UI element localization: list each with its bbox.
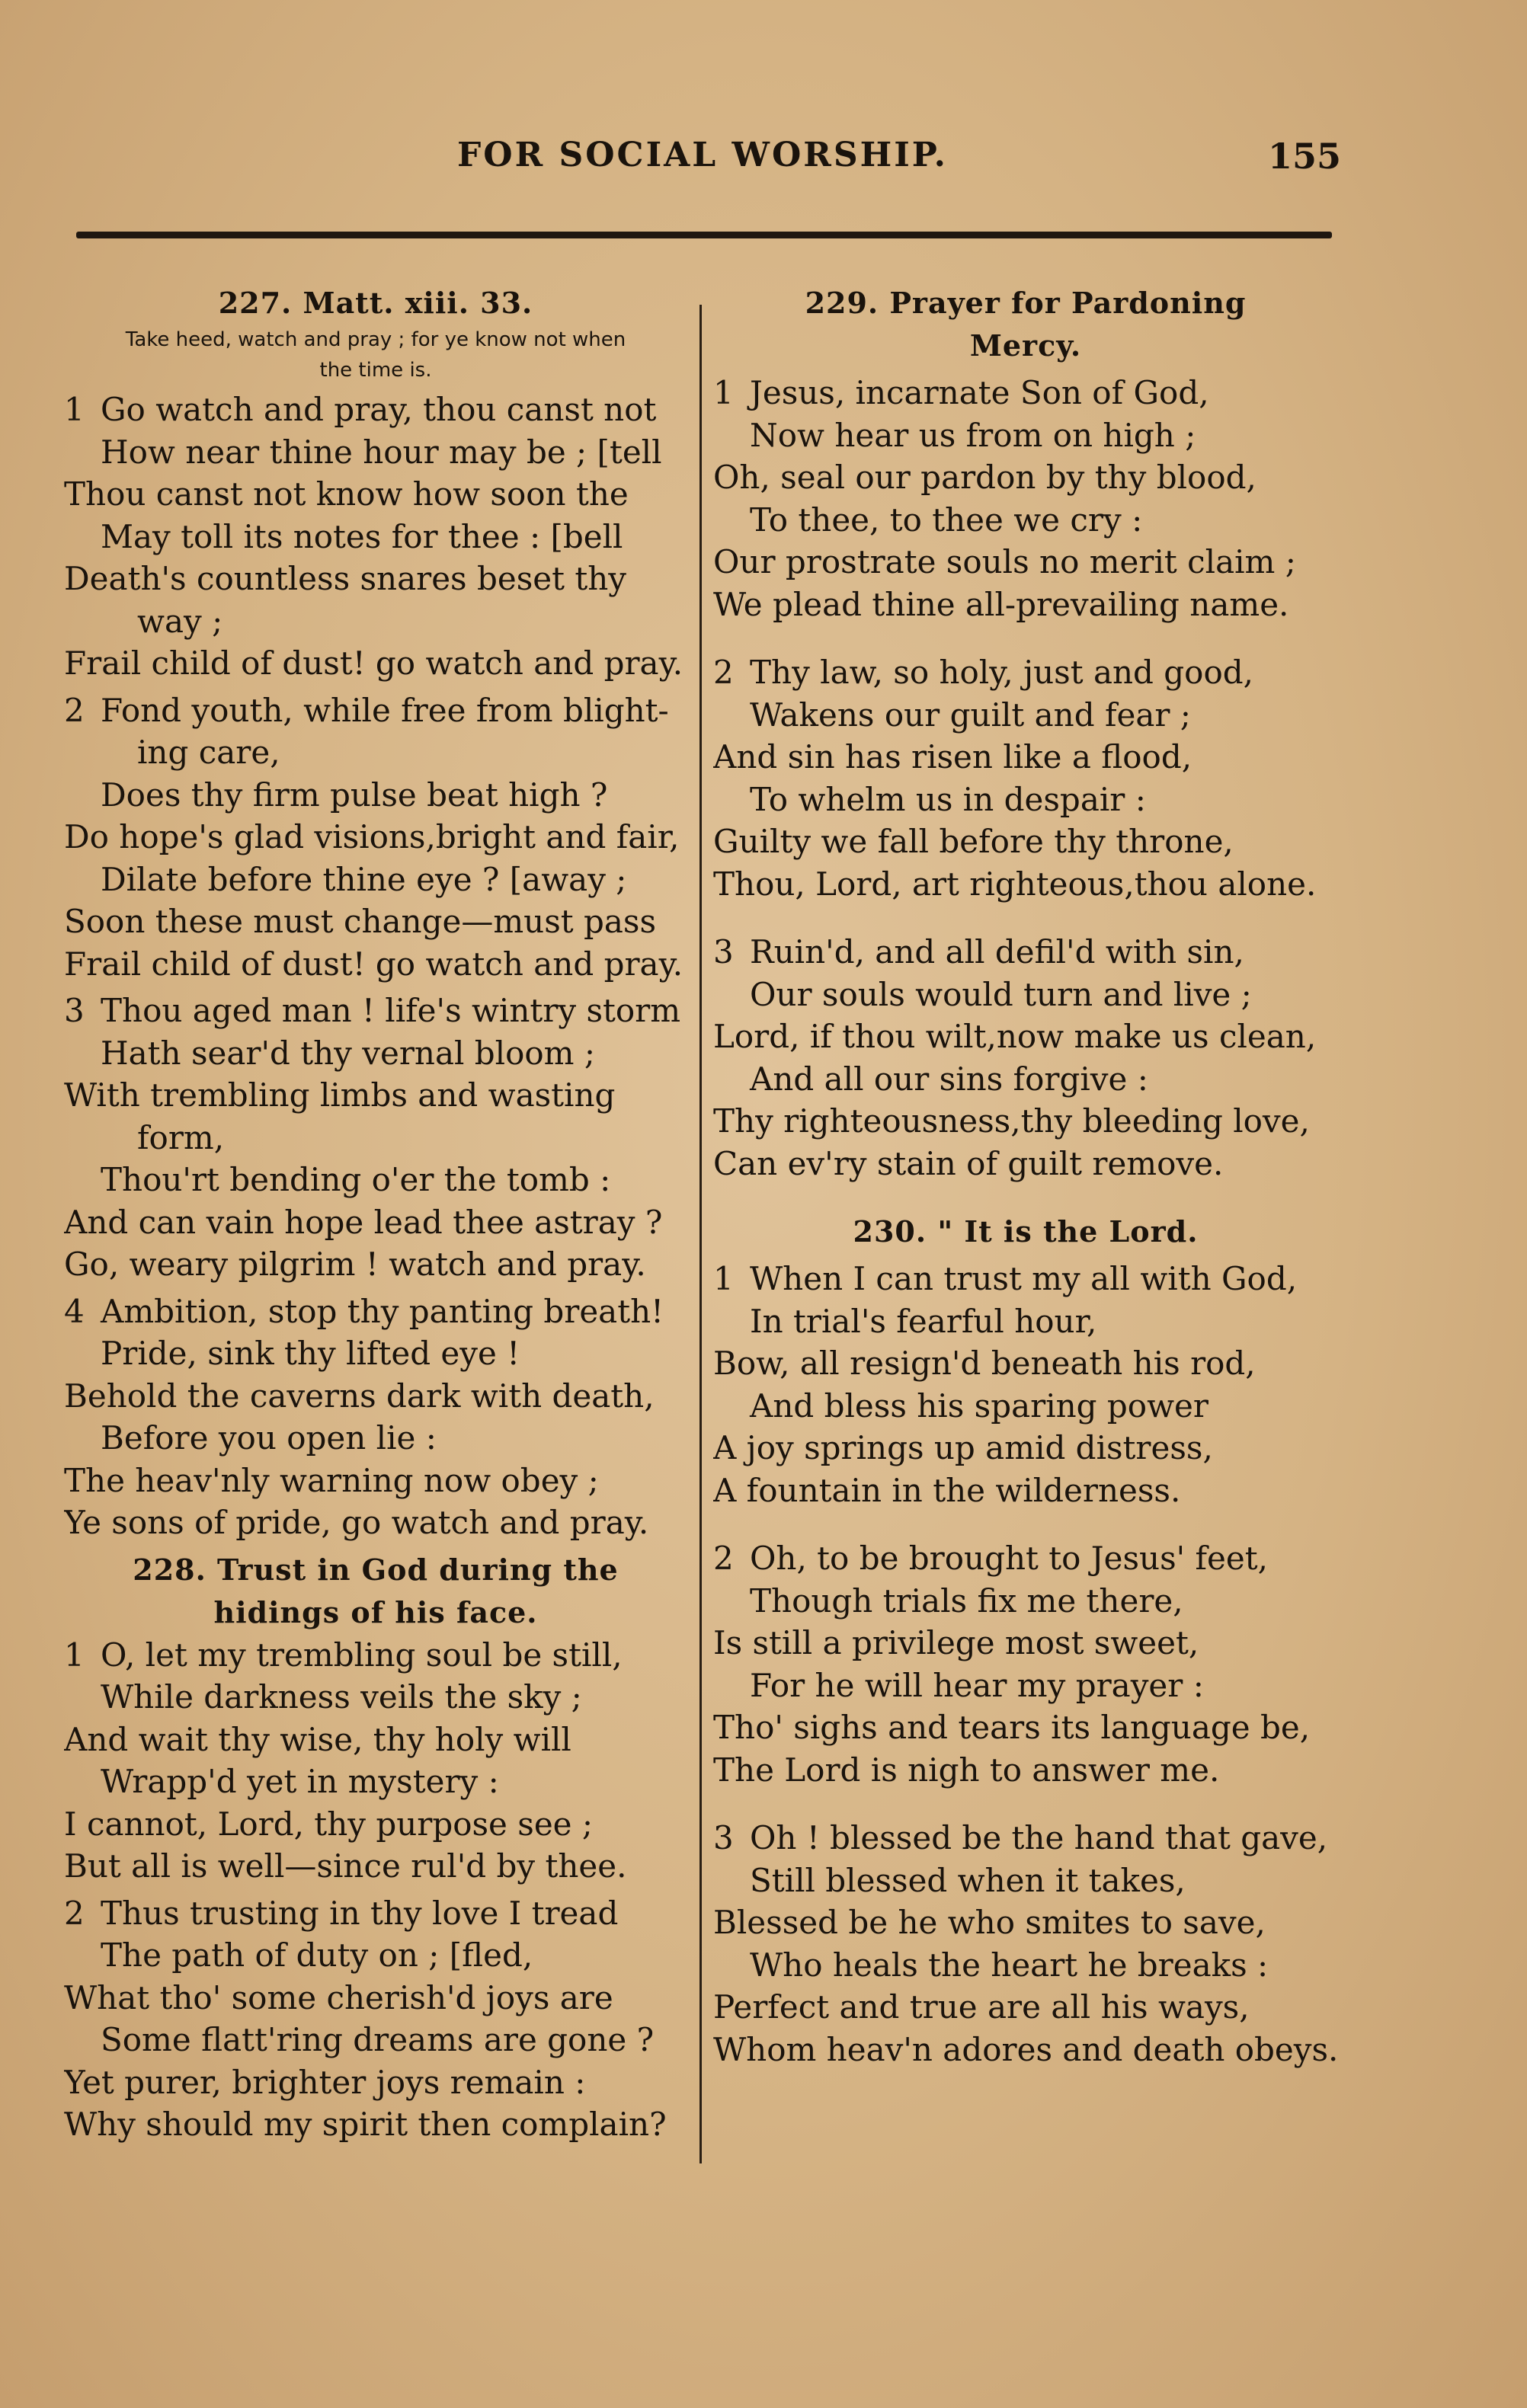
page-header [457,136,1341,189]
column-divider [699,305,702,2163]
hymn-line: Soon these must change—must pass [64,903,657,940]
hymn-230-title: 230. " It is the Lord. [853,1214,1199,1249]
hymn-line: May toll its notes for thee : [bell [101,517,623,555]
hymn-line: How near thine hour may be ; [tell [101,433,662,471]
hymn-line: And can vain hope lead thee astray ? [64,1203,663,1241]
right-column [713,282,1338,2071]
stanza-number: 3 [64,992,85,1029]
stanza-number: 4 [64,1292,85,1330]
hymn-line: 4 Ambition, stop thy panting breath! [64,1290,687,1333]
stanza-number: 2 [713,1540,734,1577]
hymn-line: form, [137,1118,225,1156]
hymn-line: And all our sins forgive : [750,1060,1148,1098]
hymn-line: To whelm us in despair : [750,780,1146,818]
left-column [64,282,687,2146]
hymn-line: Pride, sink thy lifted eye ! [101,1335,520,1372]
hymn-line: A fountain in the wilderness. [713,1471,1181,1509]
running-title: FOR SOCIAL WORSHIP. [457,136,948,174]
hymn-line: And sin has risen like a flood, [713,738,1192,775]
hymn-line: 2 Oh, to be brought to Jesus' feet, [713,1537,1338,1580]
hymn-line: Wakens our guilt and fear ; [750,696,1191,734]
hymn-line: way ; [137,602,223,640]
hymn-line: Hath sear'd thy vernal bloom ; [101,1034,596,1072]
page-number: 155 [1267,136,1341,177]
hymn-line: The path of duty on ; [fled, [101,1936,533,1974]
stanza-number: 1 [713,374,734,411]
hymn-227-subtitle [64,325,687,385]
hymn-line: Who heals the heart he breaks : [750,1946,1269,1984]
hymn-line: 3 Ruin'd, and all defil'd with sin, [713,931,1338,974]
hymn-line: 2 Thy law, so holy, just and good, [713,651,1338,694]
hymn-line: Dilate before thine eye ? [away ; [101,860,627,898]
stanza-number: 1 [64,391,85,428]
hymn-line: Still blessed when it takes, [750,1861,1186,1899]
hymn-229-title-line: 229. Prayer for Pardoning [805,286,1247,320]
hymn-line: Some flatt'ring dreams are gone ? [101,2021,655,2058]
hymn-line: Our prostrate souls no merit claim ; [713,543,1296,580]
stanza-number: 3 [713,933,734,971]
hymn-228-title-line: hidings of his face. [213,1594,538,1629]
hymn-line: Before you open lie : [101,1419,437,1457]
hymn-line: Frail child of dust! go watch and pray. [64,644,683,682]
hymn-line: Perfect and true are all his ways, [713,1988,1250,2026]
hymn-line: ing care, [137,734,280,771]
hymn-227-subtitle-line: the time is. [319,359,432,382]
hymn-line: Whom heav'n adores and death obeys. [713,2030,1338,2068]
hymn-line: In trial's fearful hour, [750,1302,1097,1340]
hymn-line: 2 Thus trusting in thy love I tread [64,1892,687,1935]
hymn-line: Behold the caverns dark with death, [64,1377,655,1415]
hymn-line: Tho' sighs and tears its language be, [713,1709,1311,1746]
hymn-line: Now hear us from on high ; [750,416,1196,454]
hymn-line: The Lord is nigh to answer me. [713,1751,1220,1789]
hymn-line: Death's countless snares beset thy [64,560,626,597]
header-rule [76,232,1332,238]
hymn-line: Blessed be he who smites to save, [713,1904,1266,1941]
hymn-line: 1 Jesus, incarnate Son of God, [713,372,1338,414]
stanza-number: 2 [64,691,85,729]
hymn-line: Thy righteousness,thy bleeding love, [713,1102,1310,1140]
hymn-line: 1 Go watch and pray, thou canst not [64,389,687,431]
stanza-number: 1 [64,1636,85,1674]
hymn-227-title: 227. Matt. xiii. 33. [218,286,533,320]
hymn-line: Ye sons of pride, go watch and pray. [64,1504,649,1541]
hymn-line: Wrapp'd yet in mystery : [101,1763,499,1800]
hymn-line: We plead thine all-prevailing name. [713,585,1289,623]
hymn-line: Does thy firm pulse beat high ? [101,775,608,814]
hymn-line: Is still a privilege most sweet, [713,1624,1199,1661]
hymn-line: While darkness veils the sky ; [101,1678,582,1716]
stanza-number: 2 [713,654,734,691]
stanza-number: 1 [713,1260,734,1297]
hymn-line: A joy springs up amid distress, [713,1429,1213,1466]
hymn-line: I cannot, Lord, thy purpose see ; [64,1805,594,1843]
hymn-228-title-line: 228. Trust in God during the [133,1552,619,1587]
hymn-229-title [713,282,1338,367]
hymn-line: Thou'rt bending o'er the tomb : [101,1161,611,1198]
hymn-line: 1 When I can trust my all with God, [713,1258,1338,1300]
hymn-line: The heav'nly warning now obey ; [64,1461,599,1499]
hymn-229-title-line: Mercy. [969,328,1082,363]
hymn-line: Thou canst not know how soon the [64,475,629,513]
hymn-line: 2 Fond youth, while free from blight- [64,689,687,732]
hymn-line: Thou, Lord, art righteous,thou alone. [713,865,1317,903]
hymn-line: But all is well—since rul'd by thee. [64,1847,627,1885]
hymn-line: Frail child of dust! go watch and pray. [64,945,683,983]
hymn-line: Can ev'ry stain of guilt remove. [713,1144,1224,1182]
hymn-line: With trembling limbs and wasting [64,1076,616,1114]
hymn-line: Do hope's glad visions,bright and fair, [64,818,680,855]
stanza-number: 3 [713,1819,734,1856]
hymn-line: Lord, if thou wilt,now make us clean, [713,1018,1317,1055]
hymn-line: What tho' some cherish'd joys are [64,1978,613,2016]
hymn-line: Oh, seal our pardon by thy blood, [713,459,1256,496]
hymn-line: 3 Oh ! blessed be the hand that gave, [713,1817,1338,1860]
hymn-line: Our souls would turn and live ; [750,975,1252,1013]
hymn-228-title [64,1549,687,1634]
hymn-line: And bless his sparing power [750,1386,1208,1425]
hymn-line: 3 Thou aged man ! life's wintry storm [64,990,687,1032]
hymn-line: Though trials fix me there, [750,1581,1183,1620]
hymn-line: Guilty we fall before thy throne, [713,823,1234,860]
hymn-227-subtitle-line: Take heed, watch and pray ; for ye know not when [125,328,626,351]
hymn-line: Bow, all resign'd beneath his rod, [713,1345,1256,1382]
hymn-line: To thee, to thee we cry : [750,500,1143,539]
hymn-line: Why should my spirit then complain? [64,2106,667,2143]
hymn-line: For he will hear my prayer : [750,1666,1204,1704]
hymn-line: 1 O, let my trembling soul be still, [64,1634,687,1677]
stanza-number: 2 [64,1894,85,1932]
hymn-line: And wait thy wise, thy holy will [64,1720,571,1758]
hymn-line: Go, weary pilgrim ! watch and pray. [64,1246,646,1283]
hymn-line: Yet purer, brighter joys remain : [64,2063,586,2101]
